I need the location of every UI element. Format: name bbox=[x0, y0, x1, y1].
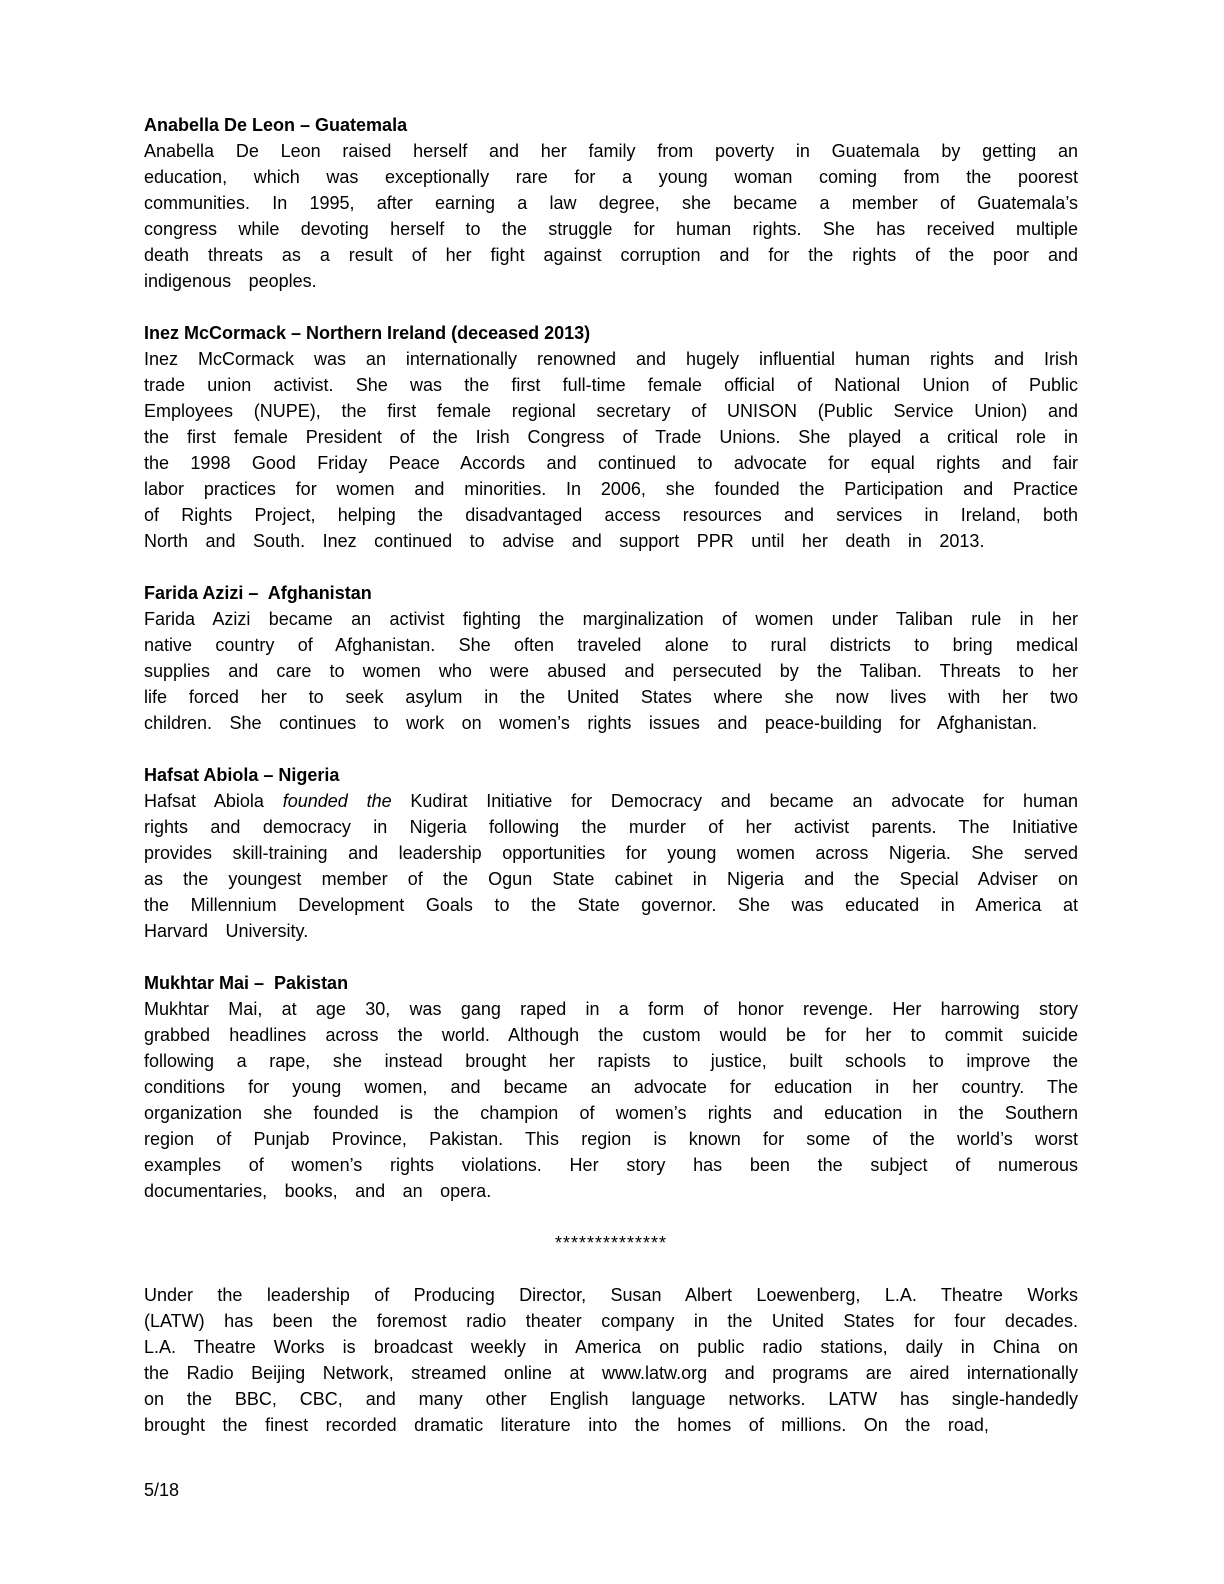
section-mukhtar-mai bbox=[144, 970, 1078, 1204]
body-segment-prefix: Hafsat Abiola bbox=[144, 791, 283, 811]
section-body-inez-mccormack: Inez McCormack was an internationally renowned and hugely influential human rights and Irish trade union activist. She was the first full-time female official of National Union of Public Employees (NUPE), the first female regional secretary of UNISON (Public Service Union) and the first female President of the Irish Congress of Trade Unions. She played a critical role in the 1998 Good Friday Peace Accords and continued to advocate for equal rights and fair labor practices for women and minorities. In 2006, she founded the Participation and Practice of Rights Project, helping the disadvantaged access resources and services in Ireland, both North and South. Inez continued to advise and support PPR until her death in 2013. bbox=[144, 349, 1078, 551]
section-heading-anabella-de-leon: Anabella De Leon – Guatemala bbox=[144, 115, 408, 135]
section-heading-mukhtar-mai: Mukhtar Mai – Pakistan bbox=[144, 973, 349, 993]
section-body-anabella-de-leon: Anabella De Leon raised herself and her family from poverty in Guatemala by getting an education, which was exceptionally rare for a young woman coming from the poorest communities. In 1995, after earning a law degree, she became a member of Guatemala’s congress while devoting herself to the struggle for human rights. She has received multiple death threats as a result of her fight against corruption and for the rights of the poor and indigenous peoples. bbox=[144, 141, 1078, 291]
section-body-farida-azizi: Farida Azizi became an activist fighting the marginalization of women under Taliban rule in her native country of Afghanistan. She often traveled alone to rural districts to bring medical supplies and care to women who were abused and persecuted by the Taliban. Threats to her life forced her to seek asylum in the United States where she now lives with her two children. She continues to work on women’s rights issues and peace-building for Afghanistan. bbox=[144, 609, 1078, 733]
page-number: 5/18 bbox=[144, 1480, 180, 1500]
body-segment-rest: Kudirat Initiative for Democracy and became an advocate for human rights and democracy in Nigeria following the murder of her activist parents. The Initiative provides skill-training and leadership opportunities for young women across Nigeria. She served as the youngest member of the Ogun State cabinet in Nigeria and the Special Adviser on the Millennium Development Goals to the State governor. She was educated in America at Harvard University. bbox=[144, 791, 1078, 941]
section-anabella-de-leon bbox=[144, 112, 1078, 294]
section-hafsat-abiola bbox=[144, 762, 1078, 944]
section-body-mukhtar-mai: Mukhtar Mai, at age 30, was gang raped in a form of honor revenge. Her harrowing story grabbed headlines across the world. Although the custom would be for her to commit suicide following a rape, she instead brought her rapists to justice, built schools to improve the conditions for young women, and became an advocate for education in her country. The organization she founded is the champion of women’s rights and education in the Southern region of Punjab Province, Pakistan. This region is known for some of the world’s worst examples of women’s rights violations. Her story has been the subject of numerous documentaries, books, and an opera. bbox=[144, 999, 1078, 1201]
section-body-hafsat-abiola bbox=[144, 788, 1078, 944]
section-heading-hafsat-abiola: Hafsat Abiola – Nigeria bbox=[144, 765, 340, 785]
section-heading-inez-mccormack: Inez McCormack – Northern Ireland (deceased 2013) bbox=[144, 323, 591, 343]
closing-paragraph-latw: Under the leadership of Producing Director, Susan Albert Loewenberg, L.A. Theatre Works (LATW) has been the foremost radio theater company in the United States for four decades. L.A. Theatre Works is broadcast weekly in America on public radio stations, daily in China on the Radio Beijing Network, streamed online at www.latw.org and programs are aired internationally on the BBC, CBC, and many other English language networks. LATW has single-handedly brought the finest recorded dramatic literature into the homes of millions. On the road, bbox=[144, 1285, 1078, 1435]
asterisk-separator: ************** bbox=[554, 1233, 668, 1253]
section-inez-mccormack bbox=[144, 320, 1078, 554]
body-segment-italic: founded the bbox=[282, 791, 392, 811]
document-page-content bbox=[144, 112, 1078, 1438]
section-heading-farida-azizi: Farida Azizi – Afghanistan bbox=[144, 583, 372, 603]
section-farida-azizi bbox=[144, 580, 1078, 736]
